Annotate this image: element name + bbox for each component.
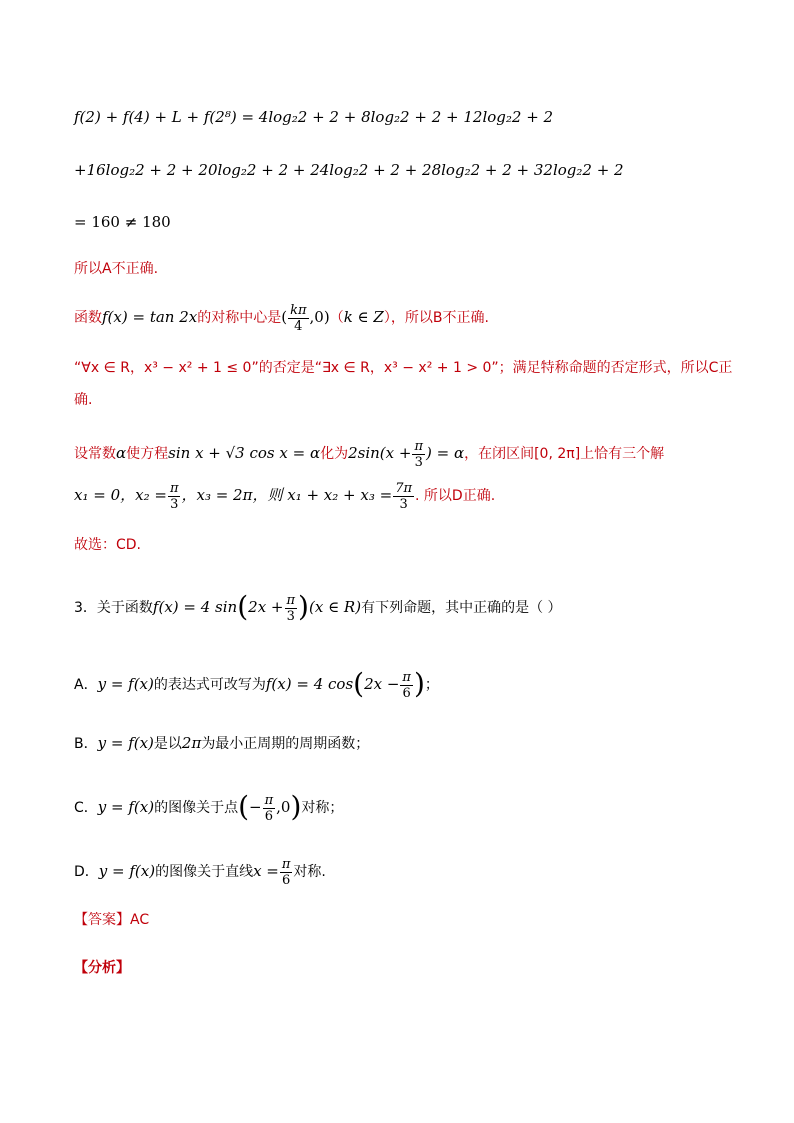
text: 使方程 — [126, 446, 169, 462]
math-expr: ) = α — [426, 444, 465, 462]
fraction — [285, 593, 298, 624]
option-label: C． — [74, 800, 98, 816]
text: 的图像关于点 — [154, 800, 239, 816]
math-expr: y = f(x) — [98, 862, 156, 880]
choice-text: 故选：CD. — [74, 537, 142, 553]
conclusion-c-line — [74, 358, 732, 378]
math-expr: 2π — [181, 734, 202, 752]
math-expr: − — [249, 798, 262, 816]
fraction — [412, 439, 425, 470]
option-label: B． — [74, 736, 98, 752]
text: （ — [329, 310, 344, 326]
paren-close: ) — [298, 590, 309, 623]
math-expr: y = f(x) — [97, 734, 154, 752]
math-expr: α — [116, 444, 127, 462]
fraction-den: 3 — [286, 608, 295, 624]
math-expr: ,0 — [276, 798, 291, 816]
fraction-den: 3 — [170, 496, 179, 512]
question-3 — [74, 592, 562, 624]
conclusion-b-line: 函数f(x) = tan 2x的对称中心是( $\frac{k\pi}{4}$ ,0)（k ∈ Z），所以B不正确. — [74, 302, 489, 334]
fraction-num: kπ — [290, 302, 307, 318]
math-expr: ，x₃ = 2π，则 x₁ + x₂ + x₃ = — [181, 486, 393, 504]
option-c — [74, 792, 343, 824]
fraction-num: 7π — [395, 480, 413, 496]
answer-line — [74, 910, 149, 930]
math-expr: 2x + — [248, 598, 284, 616]
conclusion-c-line-2 — [74, 390, 92, 410]
text: 对称. — [293, 864, 326, 880]
math-expr: sin x + √3 cos x = α — [168, 444, 321, 462]
equation-line-1 — [74, 107, 553, 127]
math-expr: y = f(x) — [97, 798, 155, 816]
fraction — [263, 793, 276, 824]
fraction — [168, 481, 181, 512]
option-d — [74, 856, 326, 888]
conclusion-a — [74, 259, 158, 279]
text: 函数 — [74, 310, 102, 326]
paren-close: ) — [413, 667, 425, 700]
text: ，在闭区间[0, 2π]上恰有三个解 — [464, 446, 665, 462]
text: ），所以B不正确. — [383, 310, 489, 326]
fraction — [280, 857, 293, 888]
fraction — [288, 303, 308, 334]
conclusion-d-line-1 — [74, 438, 664, 470]
paren-close: ) — [290, 790, 302, 823]
conclusion-text: 所以A不正确. — [74, 261, 159, 277]
text: 是以 — [153, 736, 182, 752]
analysis-heading — [74, 958, 130, 978]
fraction-num: π — [414, 438, 423, 454]
text: 为最小正周期的周期函数； — [201, 736, 370, 752]
fraction-num: π — [264, 792, 274, 808]
fraction — [393, 481, 414, 512]
math-expr: (x ∈ R) — [308, 598, 362, 616]
math-expr: 2x − — [364, 675, 400, 693]
equation-text: +16log₂2 + 2 + 20log₂2 + 2 + 24log₂2 + 2 + 28log₂2 + 2 + 32log₂2 + 2 — [74, 161, 624, 179]
fraction-num: π — [402, 669, 411, 685]
text: 的图像关于直线 — [155, 864, 254, 880]
text: 的表达式可改写为 — [153, 677, 266, 693]
fraction-den: 3 — [399, 496, 408, 512]
fraction-den: 6 — [402, 685, 411, 701]
conclusion-d-line-2 — [74, 480, 495, 512]
equation-line-2 — [74, 160, 624, 180]
text: 确. — [74, 392, 93, 408]
text: 设常数 — [74, 446, 116, 462]
math-expr: f(x) = tan 2x — [102, 308, 198, 326]
paren-open: ( — [353, 667, 365, 700]
text: . 所以D正确. — [415, 488, 496, 504]
fraction-den: 6 — [264, 808, 273, 824]
text: 对称； — [301, 800, 344, 816]
text: ； — [424, 677, 439, 693]
choice-line — [74, 535, 141, 555]
question-text: 有下列命题，其中正确的是（ ） — [361, 600, 562, 616]
text: “∀x ∈ R，x³ − x² + 1 ≤ 0”的否定是“∃x ∈ R，x³ − x² + 1 > 0”；满足特称命题的否定形式，所以C正 — [74, 360, 733, 376]
equation-line-3 — [74, 212, 171, 232]
fraction-den: 4 — [294, 318, 303, 334]
analysis-text: 【分析】 — [74, 960, 130, 976]
paren-open: ( — [237, 590, 249, 623]
math-expr: x = — [253, 862, 279, 880]
paren-open: ( — [238, 790, 250, 823]
equation-text: f(2) + f(4) + L + f(2⁸) = 4log₂2 + 2 + 8log₂2 + 2 + 12log₂2 + 2 — [74, 108, 554, 126]
option-a — [74, 669, 439, 701]
fraction-den: 6 — [282, 872, 291, 888]
math-expr: ,0) — [309, 308, 330, 326]
question-number: 3．关于函数 — [74, 600, 153, 616]
math-expr: f(x) = 4 sin — [152, 598, 238, 616]
option-label: A． — [74, 677, 98, 693]
option-b — [74, 733, 369, 754]
fraction-den: 3 — [414, 454, 423, 470]
text: 的对称中心是 — [197, 310, 282, 326]
math-expr: x₁ = 0，x₂ = — [74, 486, 167, 504]
math-expr: 2sin(x + — [348, 444, 412, 462]
fraction-num: π — [286, 592, 296, 608]
fraction — [400, 670, 413, 701]
math-expr: f(x) = 4 cos — [265, 675, 354, 693]
equation-text: = 160 ≠ 180 — [74, 213, 171, 231]
math-expr: k ∈ Z — [343, 308, 384, 326]
fraction-num: π — [169, 480, 179, 496]
text: 化为 — [320, 446, 349, 462]
math-expr: y = f(x) — [97, 675, 154, 693]
fraction-num: π — [281, 856, 291, 872]
answer-text: 【答案】AC — [74, 912, 150, 928]
option-label: D． — [74, 864, 99, 880]
